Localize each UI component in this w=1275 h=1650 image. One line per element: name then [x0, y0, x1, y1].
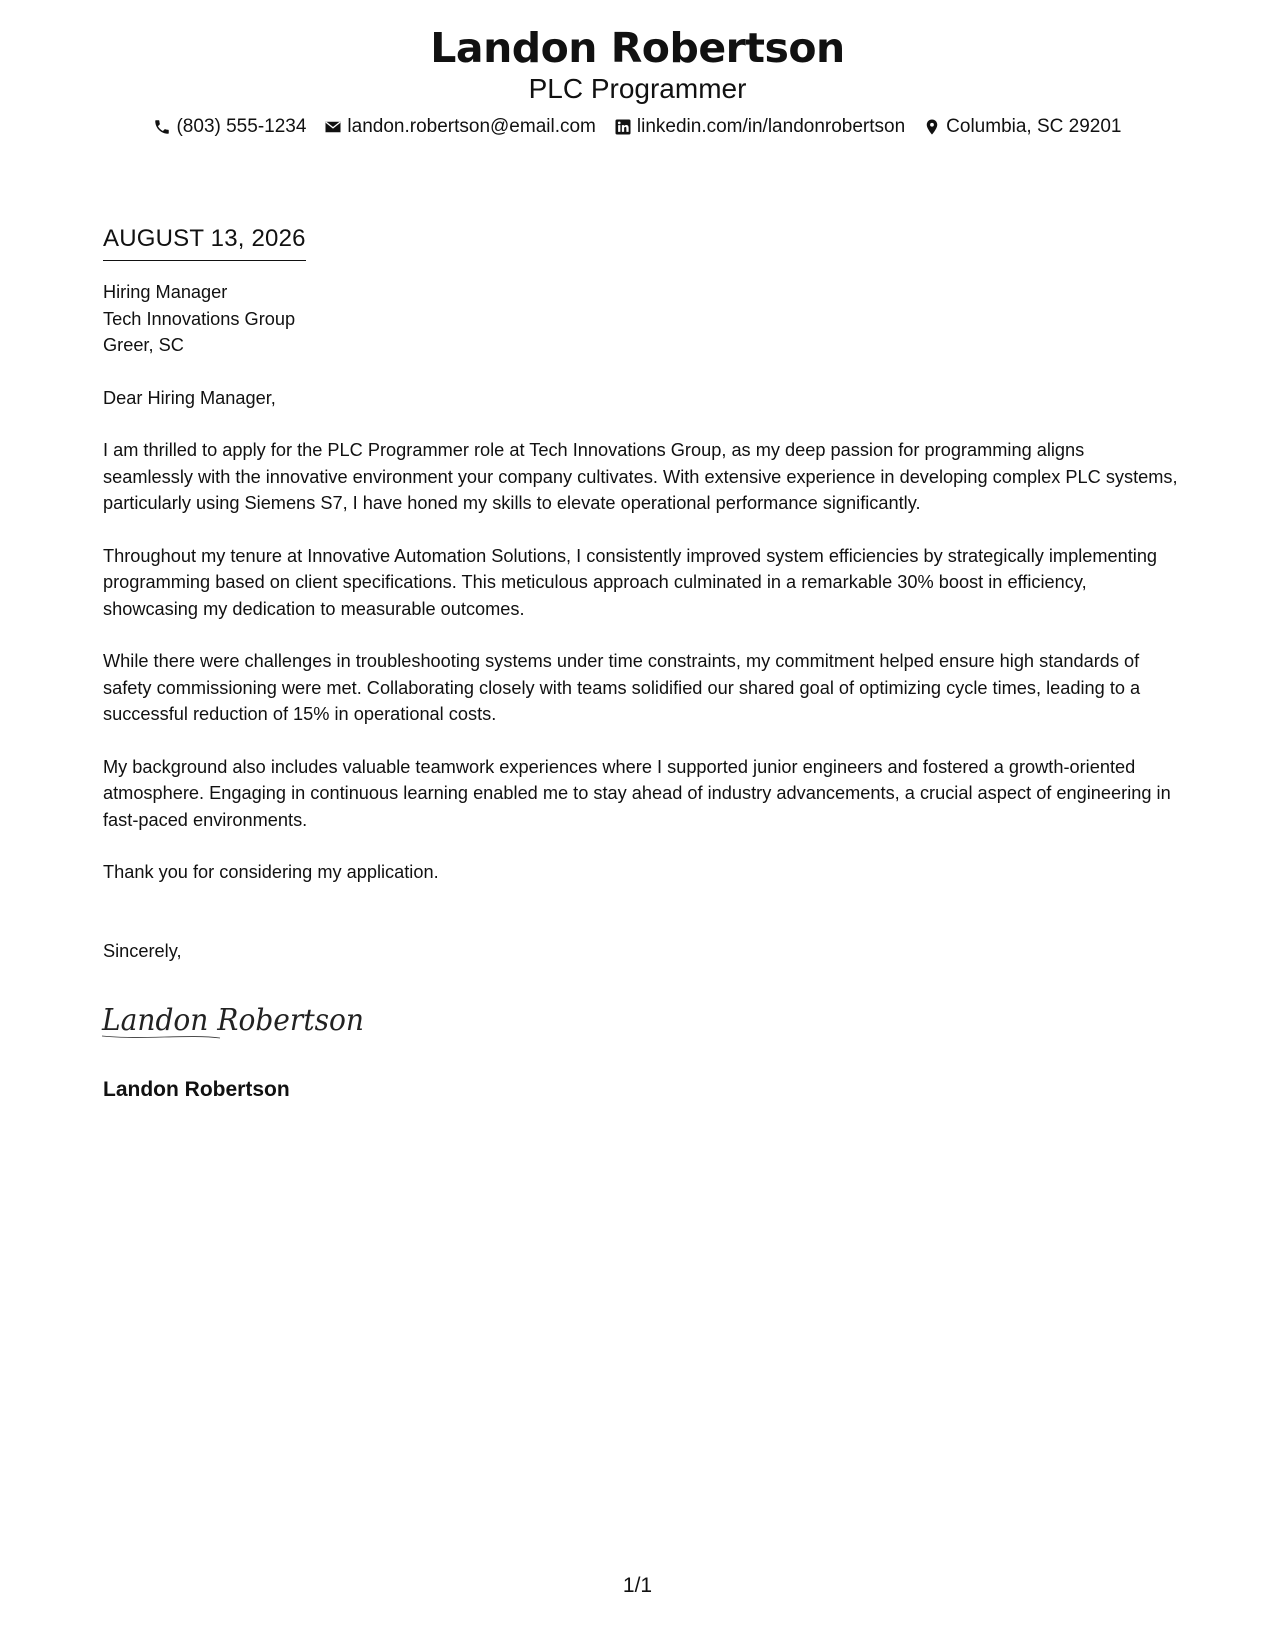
contact-bar — [0, 114, 1275, 140]
recipient-company: Tech Innovations Group — [103, 308, 296, 329]
linkedin-text: linkedin.com/in/landonrobertson — [636, 116, 906, 137]
letter-body — [103, 222, 1178, 1104]
envelope-icon — [324, 118, 342, 136]
contact-email[interactable] — [324, 114, 595, 140]
contact-location — [923, 114, 1121, 140]
applicant-name: Landon Robertson — [430, 24, 845, 72]
closing: Sincerely, — [103, 940, 182, 961]
signer-name: Landon Robertson — [103, 1077, 290, 1101]
contact-phone — [153, 114, 306, 140]
phone-text: (803) 555-1234 — [176, 116, 307, 137]
letter-date: AUGUST 13, 2026 — [103, 222, 306, 261]
body-paragraph: Throughout my tenure at Innovative Automation Solutions, I consistently improved system efficiencies by strategically implementing programming based on client specifications. This meticulous approach culminated in a remarkable 30% boost in efficiency, showcasing my dedication to measurable outcomes. — [103, 545, 1158, 619]
salutation: Dear Hiring Manager, — [103, 387, 276, 408]
recipient-block — [103, 279, 1178, 359]
linkedin-icon — [614, 118, 632, 136]
handwritten-signature — [100, 994, 370, 1044]
recipient-location: Greer, SC — [103, 335, 184, 355]
contact-linkedin[interactable] — [614, 114, 905, 140]
body-paragraph: Thank you for considering my application. — [103, 862, 439, 882]
location-text: Columbia, SC 29201 — [946, 116, 1122, 137]
body-paragraph: I am thrilled to apply for the PLC Programmer role at Tech Innovations Group, as my deep passion for programming aligns seamlessly with the innovative environment your company cultivates. With extensive experience in developing complex PLC systems, particularly using Siemens S7, I have honed my skills to elevate operational performance significantly. — [103, 440, 1178, 513]
svg-text:Landon Robertson: Landon Robertson — [101, 1003, 364, 1038]
recipient-title: Hiring Manager — [103, 282, 228, 302]
page-number: 1/1 — [622, 1574, 653, 1597]
applicant-role: PLC Programmer — [528, 73, 747, 104]
email-text: landon.robertson@email.com — [347, 116, 596, 137]
phone-icon — [153, 118, 171, 136]
body-paragraph: My background also includes valuable teamwork experiences where I supported junior engineers and fostered a growth-oriented atmosphere. Engaging in continuous learning enabled me to stay ahead of industry advancements, a crucial aspect of engineering in fast-paced environments. — [103, 756, 1171, 830]
map-pin-icon — [923, 118, 941, 136]
body-paragraph: While there were challenges in troubleshooting systems under time constraints, my commitment helped ensure high standards of safety commissioning were met. Collaborating closely with teams solidified our shared goal of optimizing cycle times, leading to a successful reduction of 15% in operational costs. — [103, 651, 1141, 724]
letter-header — [0, 22, 1275, 140]
